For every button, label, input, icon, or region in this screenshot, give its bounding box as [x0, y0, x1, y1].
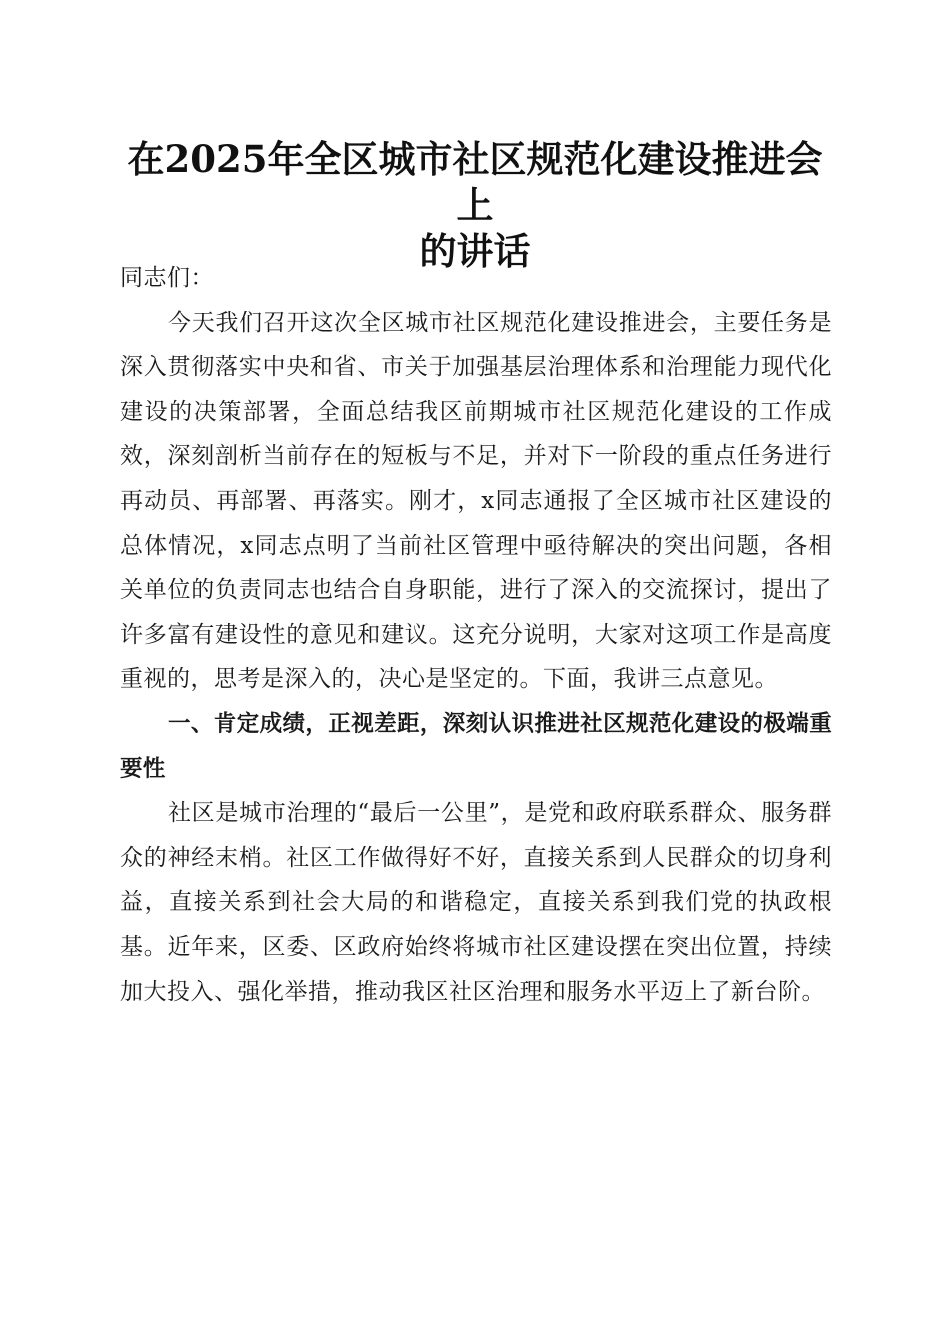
title-line-2: 的讲话 [419, 229, 531, 273]
title-line-1: 在2025年全区城市社区规范化建设推进会上 [127, 137, 823, 227]
salutation: 同志们： [120, 265, 214, 291]
section-paragraph-1: 社区是城市治理的“最后一公里”，是党和政府联系群众、服务群众的神经末梢。社区工作做得好不好，直接关系到人民群众的切身利益，直接关系到社会大局的和谐稳定，直接关系到我们党的执政根基。近年来，区委、区政府始终将城市社区建设摆在突出位置，持续加大投入、强化举措，推动我区社区治理和服务水平迈上了新台阶。 [120, 800, 832, 1005]
document-title [120, 136, 830, 274]
document-body [120, 256, 832, 1014]
intro-paragraph: 今天我们召开这次全区城市社区规范化建设推进会，主要任务是深入贯彻落实中央和省、市关于加强基层治理体系和治理能力现代化建设的决策部署，全面总结我区前期城市社区规范化建设的工作成效，深刻剖析当前存在的短板与不足，并对下一阶段的重点任务进行再动员、再部署、再落实。刚才，x同志通报了全区城市社区建设的总体情况，x同志点明了当前社区管理中亟待解决的突出问题，各相关单位的负责同志也结合自身职能，进行了深入的交流探讨，提出了许多富有建设性的意见和建议。这充分说明，大家对这项工作是高度重视的，思考是深入的，决心是坚定的。下面，我讲三点意见。 [120, 309, 832, 693]
section-heading-1: 一、肯定成绩，正视差距，深刻认识推进社区规范化建设的极端重要性 [120, 710, 832, 782]
